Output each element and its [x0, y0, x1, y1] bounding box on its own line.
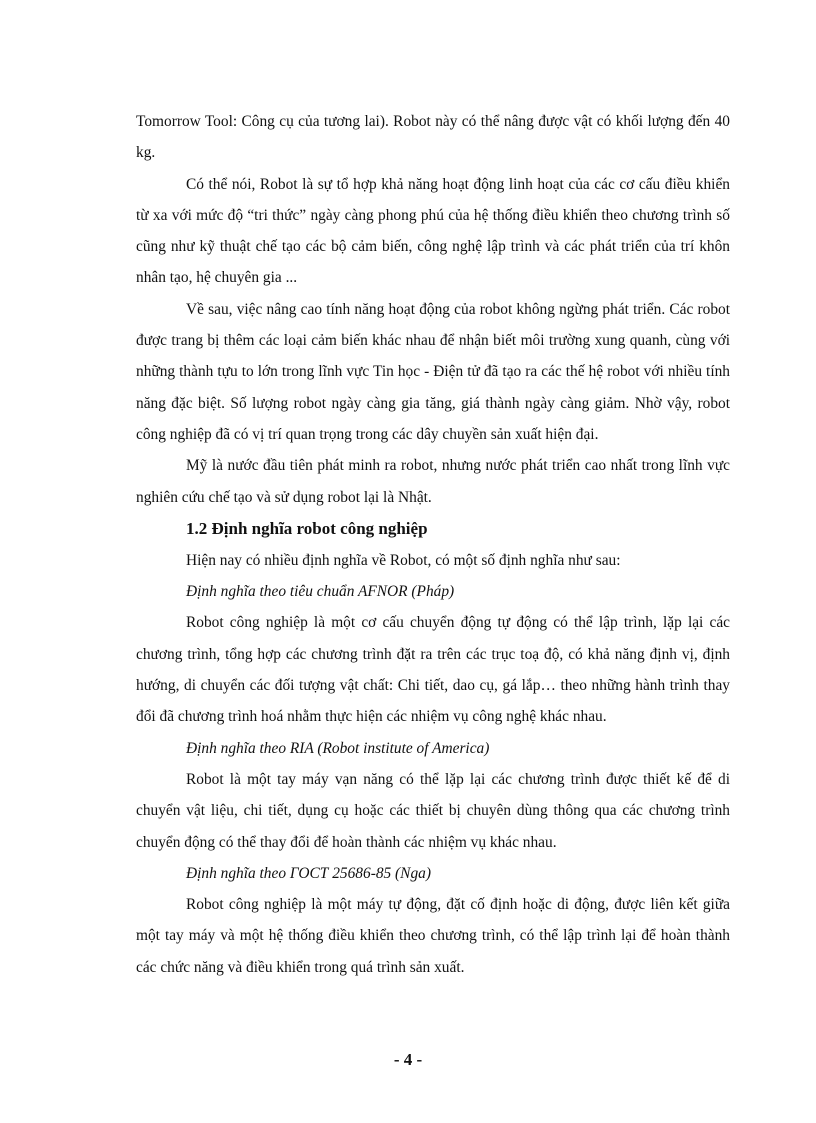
definition-gost-text: Robot công nghiệp là một máy tự động, đặt cố định hoặc di động, được liên kết giữa một tay máy và một hệ thống điều khiển theo chương trình, có thể lập trình lại để hoàn thành các chức năng và điều khiển trong quá trình sản xuất. [136, 896, 730, 976]
document-body [136, 106, 730, 983]
paragraph-robot-history-end: Tomorrow Tool: Công cụ của tương lai). Robot này có thể nâng được vật có khối lượng đến 40 kg. [136, 113, 730, 162]
definition-gost-title: Định nghĩa theo ГОСТ 25686-85 (Nga) [186, 864, 431, 882]
page-number: - 4 - [393, 1050, 423, 1069]
paragraph-robot-combination: Có thể nói, Robot là sự tổ hợp khả năng hoạt động linh hoạt của các cơ cấu điều khiển từ xa với mức độ “tri thức” ngày càng phong phú của hệ thống điều khiển theo chương trình số cũng như kỹ thuật chế tạo các bộ cảm biến, công nghệ lập trình và các phát triển của trí khôn nhân tạo, hệ chuyên gia ... [136, 175, 730, 287]
section-intro: Hiện nay có nhiều định nghĩa về Robot, có một số định nghĩa như sau: [186, 551, 621, 569]
paragraph-robot-development: Về sau, việc nâng cao tính năng hoạt động của robot không ngừng phát triển. Các robot được trang bị thêm các loại cảm biến khác nhau để nhận biết môi trường xung quanh, cùng với những thành tựu to lớn trong lĩnh vực Tin học - Điện tử đã tạo ra các thế hệ robot với nhiều tính năng đặc biệt. Số lượng robot ngày càng gia tăng, giá thành ngày càng giảm. Nhờ vậy, robot công nghiệp đã có vị trí quan trọng trong các dây chuyền sản xuất hiện đại. [136, 300, 730, 443]
section-heading: 1.2 Định nghĩa robot công nghiệp [186, 518, 428, 538]
definition-afnor-title: Định nghĩa theo tiêu chuẩn AFNOR (Pháp) [186, 583, 455, 601]
definition-afnor-text: Robot công nghiệp là một cơ cấu chuyển động tự động có thể lập trình, lặp lại các chương trình, tổng hợp các chương trình đặt ra trên các trục toạ độ, có khả năng định vị, định hướng, di chuyển các đối tượng vật chất: Chi tiết, dao cụ, gá lắp… theo những hành trình thay đổi đã chương trình hoá nhằm thực hiện các nhiệm vụ công nghệ khác nhau. [136, 614, 730, 726]
paragraph-robot-countries: Mỹ là nước đầu tiên phát minh ra robot, nhưng nước phát triển cao nhất trong lĩnh vực nghiên cứu chế tạo và sử dụng robot lại là Nhật. [136, 457, 730, 506]
definition-ria-title: Định nghĩa theo RIA (Robot institute of America) [186, 739, 490, 757]
definition-ria-text: Robot là một tay máy vạn năng có thể lặp lại các chương trình được thiết kế để di chuyển vật liệu, chi tiết, dụng cụ hoặc các thiết bị chuyên dùng thông qua các chương trình chuyển động có thể thay đổi để hoàn thành các nhiệm vụ khác nhau. [136, 770, 730, 851]
